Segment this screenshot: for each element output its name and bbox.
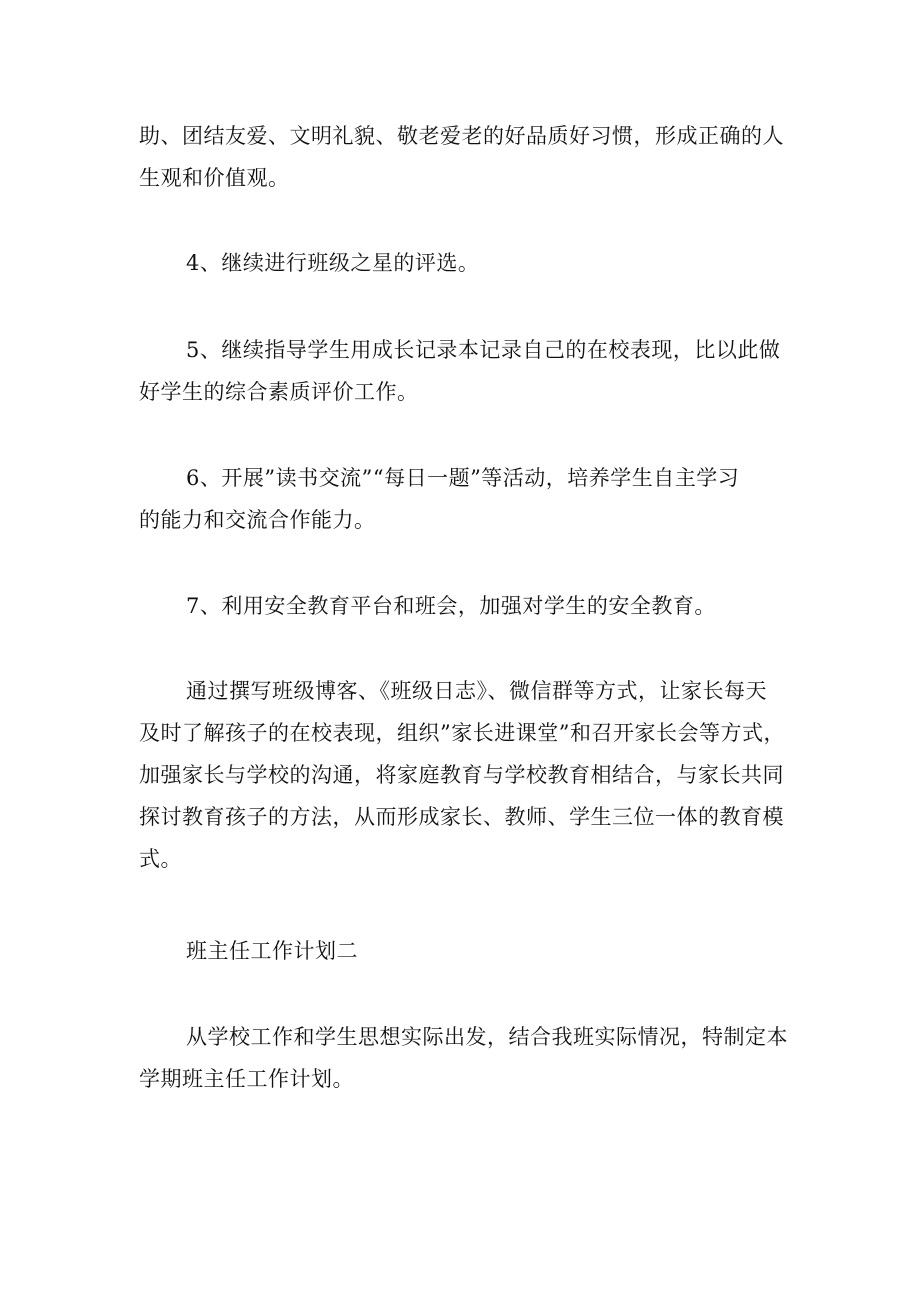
text-line: 学期班主任工作计划。 [139,1067,354,1091]
text-line: 5、继续指导学生用成长记录本记录自己的在校表现，比以此做 [186,338,781,362]
text-line: 探讨教育孩子的方法，从而形成家长、教师、学生三位一体的教育模 [139,805,784,829]
text-line: 加强家长与学校的沟通，将家庭教育与学校教育相结合，与家长共同 [139,763,784,787]
text-line: 式。 [139,847,182,871]
section-heading [139,930,789,972]
paragraph-item-5 [139,329,789,413]
section-title: 班主任工作计划二 [186,939,358,963]
text-line: 的能力和交流合作能力。 [139,508,376,532]
text-line: 生观和价值观。 [139,166,290,190]
paragraph-item-6 [139,457,789,541]
text-line: 及时了解孩子的在校表现，组织”家长进课堂”和召开家长会等方式， [139,721,785,745]
text-line: 通过撰写班级博客、《班级日志》、微信群等方式，让家长每天 [186,679,767,703]
text-line: 助、团结友爱、文明礼貌、敬老爱老的好品质好习惯，形成正确的人 [139,124,784,148]
text-line: 6、开展”读书交流”“每日一题”等活动，培养学生自主学习 [186,466,740,490]
paragraph-home-school [139,670,789,880]
paragraph-item-4 [139,242,789,284]
paragraph-continuation [139,115,789,199]
text-line: 7、利用安全教育平台和班会，加强对学生的安全教育。 [186,594,716,618]
text-line: 4、继续进行班级之星的评选。 [186,251,480,275]
paragraph-intro [139,1016,789,1100]
paragraph-item-7 [139,585,789,627]
text-line: 好学生的综合素质评价工作。 [139,380,419,404]
text-line: 从学校工作和学生思想实际出发，结合我班实际情况，特制定本 [186,1025,788,1049]
